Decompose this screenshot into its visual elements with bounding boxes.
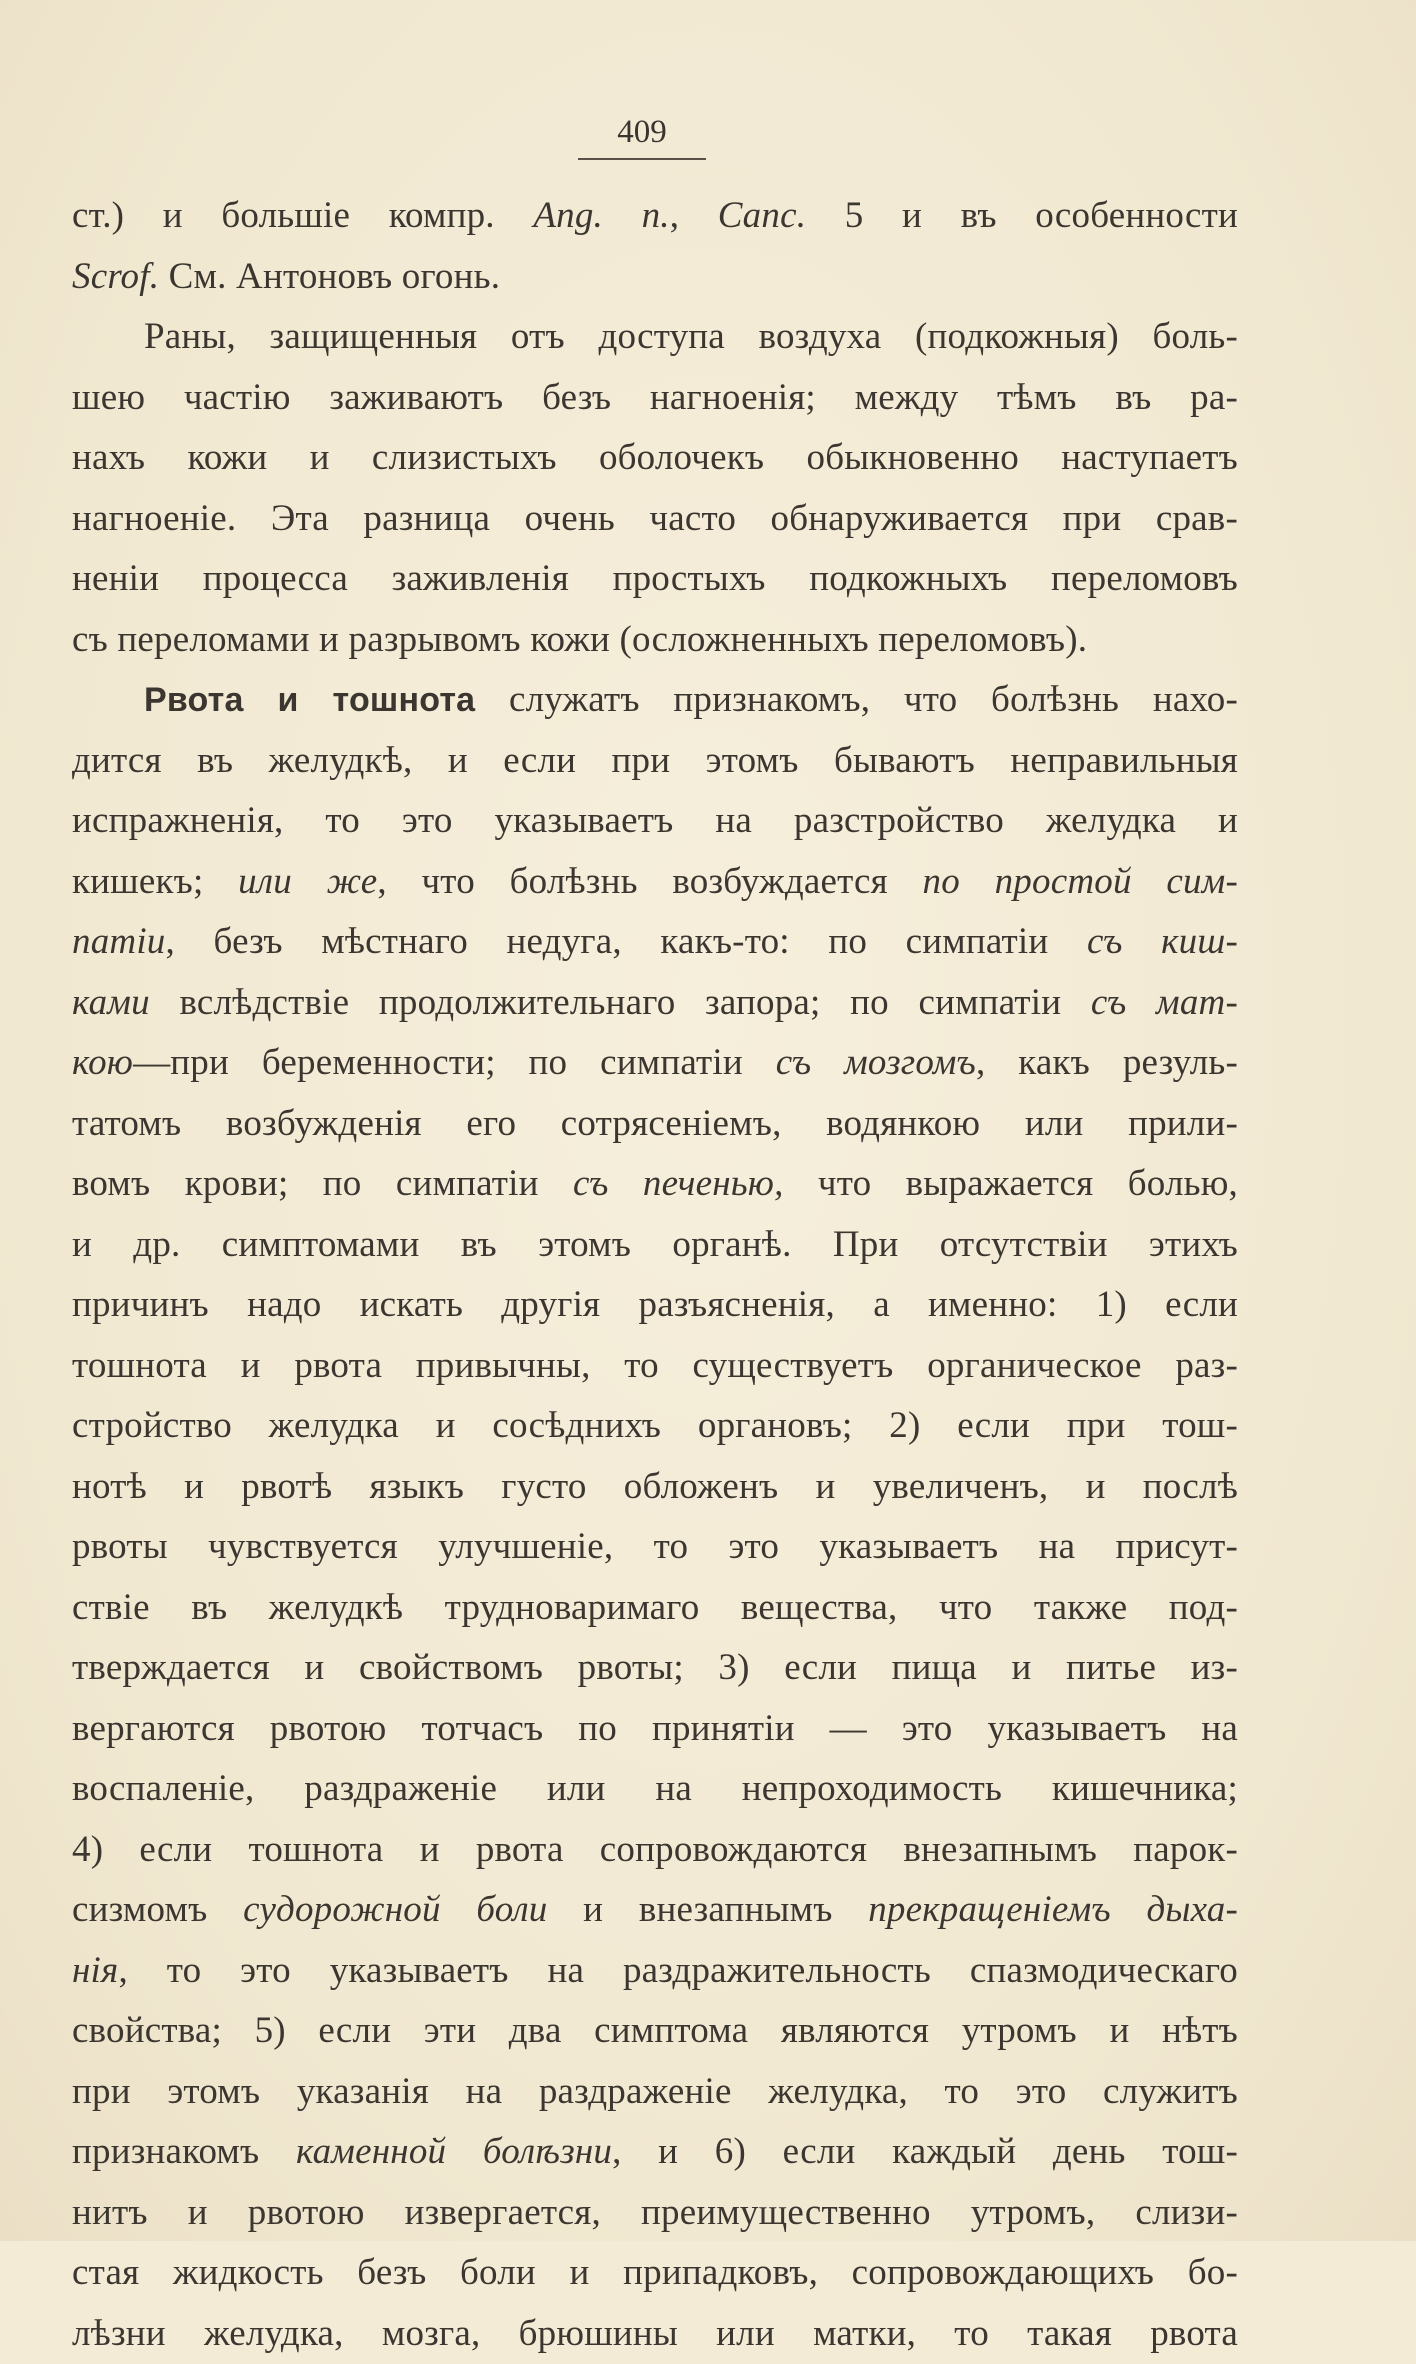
text-line [72, 1215, 1238, 1276]
text-run: стая жидкость безъ боли и припадковъ, сопровождающихъ бо- [72, 2252, 1238, 2293]
italic-text: съ печенью, [573, 1163, 784, 1204]
text-run: 5 и въ особенности [806, 195, 1238, 236]
text-run: свойства; 5) если эти два симптома являются утромъ и нѣтъ [72, 2010, 1238, 2051]
text-line [72, 1638, 1238, 1699]
text-run: тверждается и свойствомъ рвоты; 3) если пища и питье из- [72, 1647, 1238, 1688]
italic-text: по простой сим- [923, 861, 1238, 902]
text-run: причинъ надо искать другія разъясненія, а именно: 1) если [72, 1284, 1238, 1325]
italic-text: кою [72, 1042, 133, 1083]
text-run: стройство желудка и сосѣднихъ органовъ; 2) если при тош- [72, 1405, 1238, 1446]
bold-heading-text: Рвота и тошнота [144, 681, 475, 719]
text-line [72, 852, 1238, 913]
text-line [72, 1759, 1238, 1820]
text-line [72, 247, 1238, 308]
text-run: и др. симптомами въ этомъ органѣ. При отсутствіи этихъ [72, 1224, 1238, 1265]
text-run: признакомъ [72, 2131, 296, 2172]
text-line [72, 1336, 1238, 1397]
text-line [72, 1154, 1238, 1215]
text-line [72, 428, 1238, 489]
italic-text: Canc. [718, 195, 806, 236]
text-run: , [670, 195, 718, 236]
text-run: ствіе въ желудкѣ трудноваримаго вещества, что также под- [72, 1587, 1238, 1628]
text-line [72, 1094, 1238, 1155]
text-run: —при беременности; по симпатіи [133, 1042, 776, 1083]
italic-text: Scrof. [72, 256, 159, 297]
text-run: ст.) и большіе компр. [72, 195, 533, 236]
text-run: вслѣдствіе продолжительнаго запора; по симпатіи [150, 982, 1091, 1023]
text-line [72, 2304, 1238, 2364]
text-line [72, 2122, 1238, 2183]
text-run: и внезапнымъ [548, 1889, 869, 1930]
text-run: испражненія, то это указываетъ на разстройство желудка и [72, 800, 1238, 841]
text-line [72, 1699, 1238, 1760]
text-line [72, 610, 1238, 671]
italic-text: патіи [72, 921, 166, 962]
text-line [72, 549, 1238, 610]
text-run: воспаленіе, раздраженіе или на непроходимость кишечника; [72, 1768, 1238, 1809]
text-line [72, 2062, 1238, 2123]
text-run: Раны, защищенныя отъ доступа воздуха (подкожныя) боль- [144, 316, 1238, 357]
text-line [72, 1457, 1238, 1518]
italic-text: съ мозгомъ [776, 1042, 976, 1083]
text-run: рвоты чувствуется улучшеніе, то это указываетъ на присут- [72, 1526, 1238, 1567]
italic-text: съ мат- [1091, 982, 1238, 1023]
text-line [72, 1578, 1238, 1639]
header-rule [578, 158, 706, 160]
text-line [72, 973, 1238, 1034]
text-run: служатъ признакомъ, что болѣзнь нахо- [475, 679, 1238, 720]
italic-text: нія [72, 1950, 118, 1991]
text-run: 4) если тошнота и рвота сопровождаются внезапнымъ парок- [72, 1829, 1238, 1870]
text-line [72, 670, 1238, 731]
text-run: вомъ крови; по симпатіи [72, 1163, 573, 1204]
text-run: , то это указываетъ на раздражительность спазмодическаго [118, 1950, 1238, 1991]
text-line [72, 368, 1238, 429]
text-run: , безъ мѣстнаго недуга, какъ-то: по симпатіи [166, 921, 1088, 962]
italic-text: или же [238, 861, 377, 902]
italic-text: судорожной боли [243, 1889, 547, 1930]
text-line [72, 489, 1238, 550]
italic-text: ками [72, 982, 150, 1023]
text-run: кишекъ; [72, 861, 238, 902]
text-line [72, 2001, 1238, 2062]
text-line [72, 1941, 1238, 2002]
text-run: вергаются рвотою тотчасъ по принятіи — это указываетъ на [72, 1708, 1238, 1749]
page-number: 409 [578, 112, 706, 152]
italic-text: каменной болѣзни [296, 2131, 612, 2172]
text-line [72, 186, 1238, 247]
italic-text: съ киш- [1087, 921, 1238, 962]
text-line [72, 2243, 1238, 2304]
text-run: дится въ желудкѣ, и если при этомъ бываютъ неправильныя [72, 740, 1238, 781]
text-run: лѣзни желудка, мозга, брюшины или матки, то такая рвота [72, 2313, 1238, 2354]
text-line [72, 731, 1238, 792]
text-run: нахъ кожи и слизистыхъ оболочекъ обыкновенно наступаетъ [72, 437, 1238, 478]
text-run: татомъ возбужденія его сотрясеніемъ, водянкою или прили- [72, 1103, 1238, 1144]
text-run: нотѣ и рвотѣ языкъ густо обложенъ и увеличенъ, и послѣ [72, 1466, 1238, 1507]
text-line [72, 2183, 1238, 2244]
text-line [72, 1820, 1238, 1881]
text-run: нагноеніе. Эта разница очень часто обнаруживается при срав- [72, 498, 1238, 539]
page-header [578, 112, 706, 160]
italic-text: прекращеніемъ дыха- [868, 1889, 1238, 1930]
text-run: тошнота и рвота привычны, то существуетъ органическое раз- [72, 1345, 1238, 1386]
text-run: нитъ и рвотою извергается, преимущественно утромъ, слизи- [72, 2192, 1238, 2233]
body-text [72, 186, 1238, 2364]
text-line [72, 1275, 1238, 1336]
italic-text: Ang. n. [533, 195, 669, 236]
text-run: шею частію заживаютъ безъ нагноенія; между тѣмъ въ ра- [72, 377, 1238, 418]
text-line [72, 1396, 1238, 1457]
text-run: См. Антоновъ огонь. [159, 256, 500, 297]
text-run: , какъ резуль- [976, 1042, 1238, 1083]
text-run: , и 6) если каждый день тош- [612, 2131, 1238, 2172]
text-run: сизмомъ [72, 1889, 243, 1930]
text-line [72, 307, 1238, 368]
text-run: что выражается болью, [784, 1163, 1238, 1204]
text-line [72, 1880, 1238, 1941]
text-line [72, 791, 1238, 852]
text-line [72, 912, 1238, 973]
text-run: при этомъ указанія на раздраженіе желудка, то это служитъ [72, 2071, 1238, 2112]
text-run: съ переломами и разрывомъ кожи (осложненныхъ переломовъ). [72, 619, 1087, 660]
text-run: , что болѣзнь возбуждается [377, 861, 922, 902]
text-line [72, 1033, 1238, 1094]
text-run: неніи процесса заживленія простыхъ подкожныхъ переломовъ [72, 558, 1238, 599]
text-line [72, 1517, 1238, 1578]
